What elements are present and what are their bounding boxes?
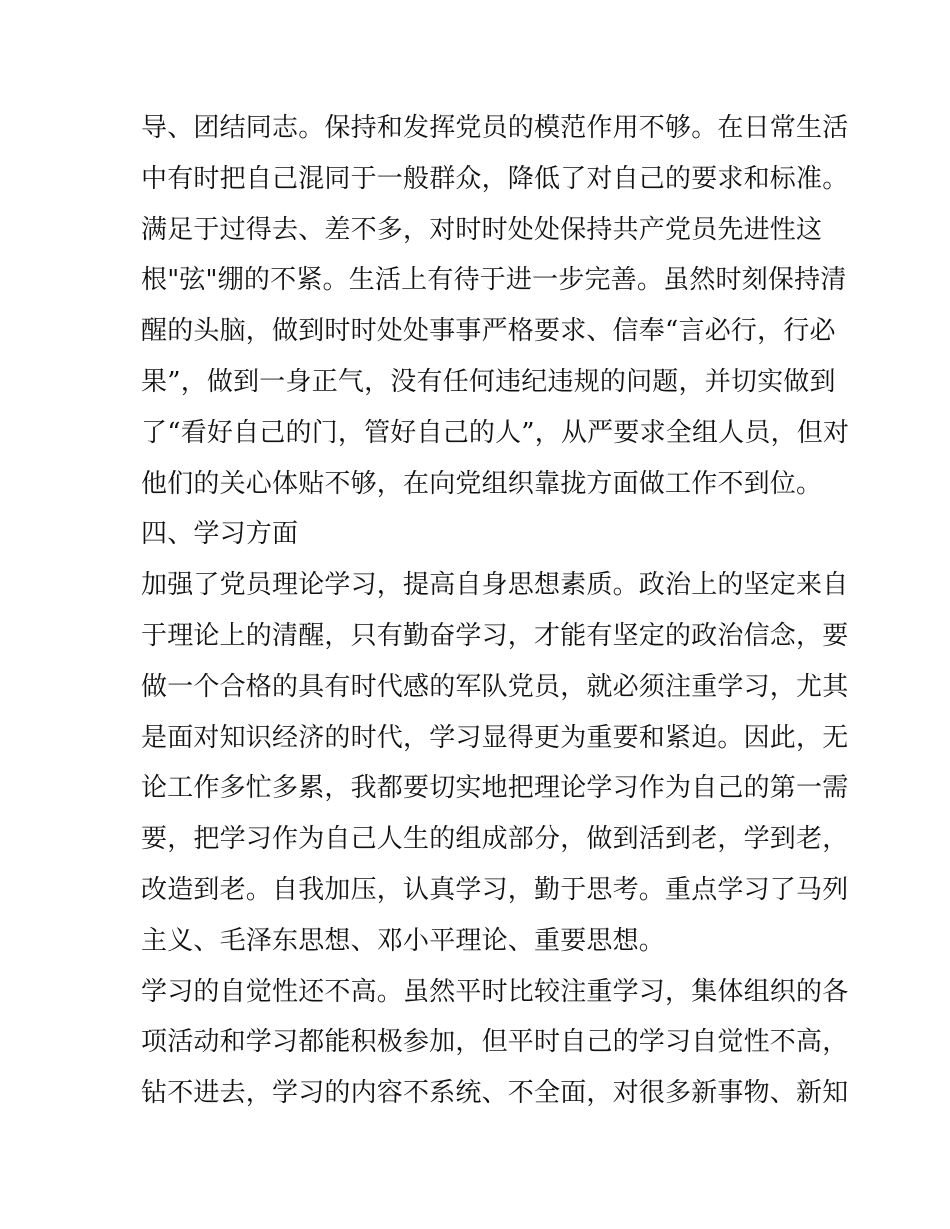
text-line: 了“看好自己的门，管好自己的人”，从严要求全组人员，但对 xyxy=(141,417,850,448)
text-line: 项活动和学习都能积极参加，但平时自己的学习自觉性不高， xyxy=(141,1027,849,1058)
text-line: 要，把学习作为自己人生的组成部分，做到活到老，学到老， xyxy=(141,824,849,855)
text-line: 果”，做到一身正气，没有任何违纪违规的问题，并切实做到 xyxy=(141,366,836,397)
text-line: 论工作多忙多累，我都要切实地把理论学习作为自己的第一需 xyxy=(141,773,849,804)
text-line: 醒的头脑，做到时时处处事事严格要求、信奉“言必行，行必 xyxy=(141,316,836,347)
text-line: 主义、毛泽东思想、邓小平理论、重要思想。 xyxy=(141,925,666,956)
text-line: 根"弦"绷的不紧。生活上有待于进一步完善。虽然时刻保持清 xyxy=(141,265,847,296)
text-line: 改造到老。自我加压，认真学习，勤于思考。重点学习了马列 xyxy=(141,874,849,905)
text-line: 钻不进去，学习的内容不系统、不全面，对很多新事物、新知 xyxy=(141,1078,849,1109)
text-line: 于理论上的清醒，只有勤奋学习，才能有坚定的政治信念，要 xyxy=(141,620,849,651)
text-line: 加强了党员理论学习，提高自身思想素质。政治上的坚定来自 xyxy=(141,570,849,601)
text-line: 中有时把自己混同于一般群众，降低了对自己的要求和标准。 xyxy=(141,163,849,194)
text-line: 学习的自觉性还不高。虽然平时比较注重学习，集体组织的各 xyxy=(141,976,849,1007)
text-line: 满足于过得去、差不多，对时时处处保持共产党员先进性这 xyxy=(141,214,823,245)
text-line: 他们的关心体贴不够，在向党组织靠拢方面做工作不到位。 xyxy=(141,468,823,499)
text-line: 是面对知识经济的时代，学习显得更为重要和紧迫。因此，无 xyxy=(141,722,849,753)
document-body xyxy=(141,103,850,1119)
section-heading: 四、学习方面 xyxy=(141,519,299,550)
text-line: 做一个合格的具有时代感的军队党员，就必须注重学习，尤其 xyxy=(141,671,849,702)
text-line: 导、团结同志。保持和发挥党员的模范作用不够。在日常生活 xyxy=(141,113,849,143)
